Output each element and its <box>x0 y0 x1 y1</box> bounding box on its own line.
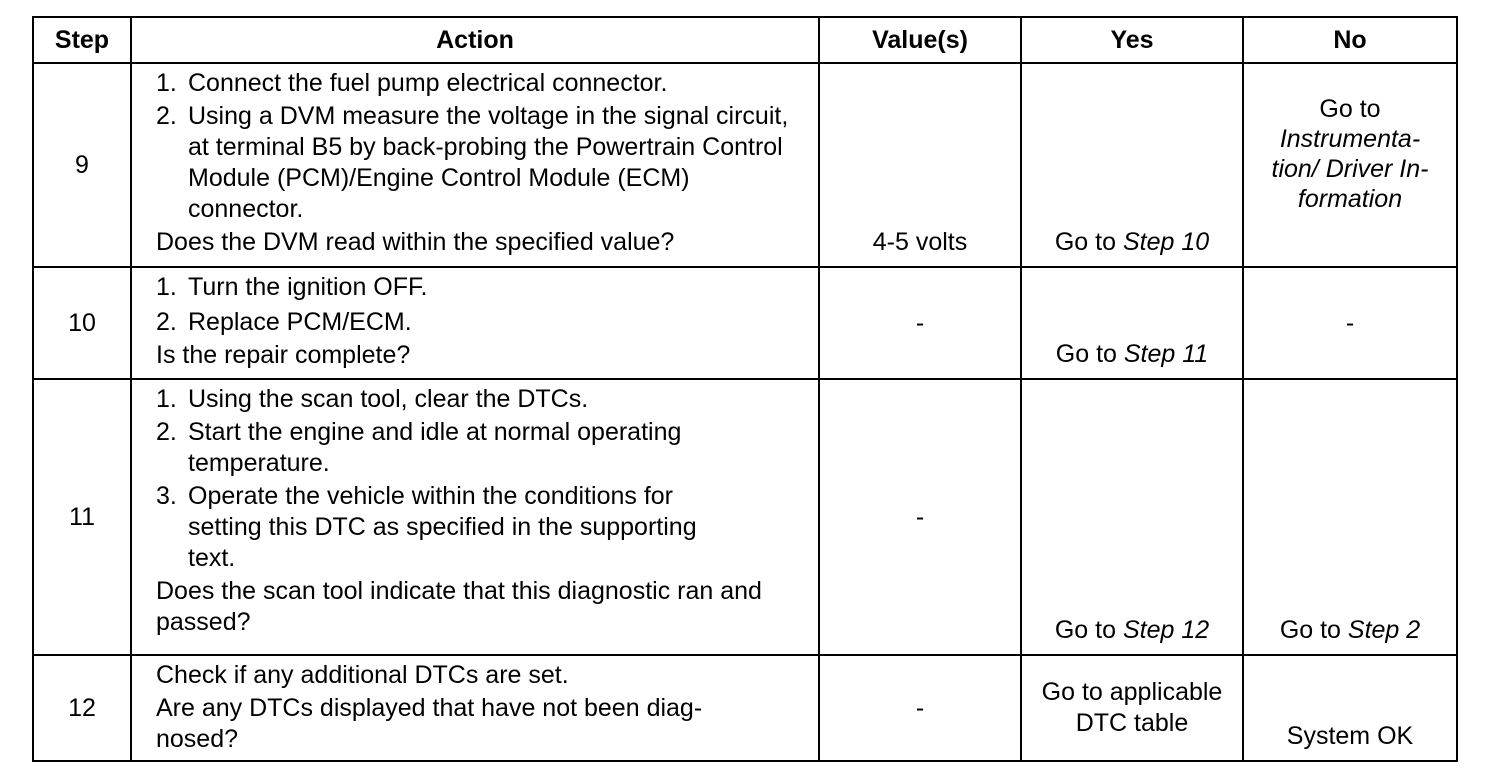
header-no: No <box>1243 17 1457 63</box>
table-row <box>33 379 1457 655</box>
action-cell <box>131 267 819 379</box>
action-item <box>156 384 808 415</box>
item-text: Using the scan tool, clear the DTCs. <box>188 385 589 413</box>
item-text: Using a DVM measure the voltage in the signal circuit, at terminal B5 by back-probing the Powertrain Control Module (PCM)/Engine Control Module (ECM) connector. <box>188 102 789 223</box>
item-number: 2. <box>156 102 177 130</box>
yes-prefix: Go to <box>1055 340 1124 368</box>
action-cell <box>131 63 819 267</box>
table-row <box>33 655 1457 761</box>
action-question: Are any DTCs displayed that have not been diag-nosed? <box>156 694 703 753</box>
item-text: Connect the fuel pump electrical connector. <box>188 69 668 97</box>
yes-cell <box>1021 379 1243 655</box>
action-question: Does the scan tool indicate that this diagnostic ran and passed? <box>156 577 762 636</box>
no-prefix: Go to <box>1319 95 1381 123</box>
item-number: 2. <box>156 308 177 336</box>
item-number: 3. <box>156 482 177 510</box>
item-number: 1. <box>156 69 177 97</box>
diagnostic-table <box>32 16 1458 762</box>
no-cell <box>1243 379 1457 655</box>
value-cell: - <box>819 655 1021 761</box>
value-cell: - <box>819 379 1021 655</box>
item-number: 2. <box>156 418 177 446</box>
item-number: 1. <box>156 385 177 413</box>
action-item <box>156 101 808 225</box>
header-yes: Yes <box>1021 17 1243 63</box>
yes-prefix: Go to <box>1054 228 1123 256</box>
action-item <box>156 417 808 479</box>
action-question: Is the repair complete? <box>156 341 411 369</box>
yes-link[interactable]: Step 10 <box>1122 228 1210 256</box>
no-link[interactable]: Instrumenta-tion/ Driver In-formation <box>1271 125 1429 213</box>
action-check: Check if any additional DTCs are set. <box>156 661 569 689</box>
item-text: Replace PCM/ECM. <box>188 308 412 336</box>
action-item <box>156 307 808 338</box>
item-number: 1. <box>156 273 177 301</box>
step-number: 10 <box>33 267 131 379</box>
yes-cell <box>1021 267 1243 379</box>
yes-cell <box>1021 63 1243 267</box>
yes-link[interactable]: Step 12 <box>1122 616 1210 644</box>
header-action: Action <box>131 17 819 63</box>
header-value: Value(s) <box>819 17 1021 63</box>
action-question: Does the DVM read within the specified value? <box>156 228 675 256</box>
action-cell <box>131 655 819 761</box>
yes-prefix: Go to <box>1054 616 1123 644</box>
item-text: Turn the ignition OFF. <box>188 273 428 301</box>
action-cell <box>131 379 819 655</box>
no-cell: - <box>1243 267 1457 379</box>
item-text: Start the engine and idle at normal operating temperature. <box>188 418 682 477</box>
step-number: 12 <box>33 655 131 761</box>
table-row <box>33 267 1457 379</box>
action-item <box>156 68 808 99</box>
action-item <box>156 272 808 303</box>
item-text: Operate the vehicle within the conditions for setting this DTC as specified in the supporting text. <box>188 482 697 572</box>
yes-link[interactable]: Step 11 <box>1123 340 1209 368</box>
value-cell: - <box>819 267 1021 379</box>
no-cell: System OK <box>1243 655 1457 761</box>
no-prefix: Go to <box>1279 616 1348 644</box>
yes-cell: Go to applicable DTC table <box>1021 655 1243 761</box>
action-item <box>156 481 808 574</box>
no-cell <box>1243 63 1457 267</box>
step-number: 9 <box>33 63 131 267</box>
value-cell: 4-5 volts <box>819 63 1021 267</box>
step-number: 11 <box>33 379 131 655</box>
header-row <box>33 17 1457 63</box>
no-link[interactable]: Step 2 <box>1347 616 1421 644</box>
header-step: Step <box>33 17 131 63</box>
table-row <box>33 63 1457 267</box>
